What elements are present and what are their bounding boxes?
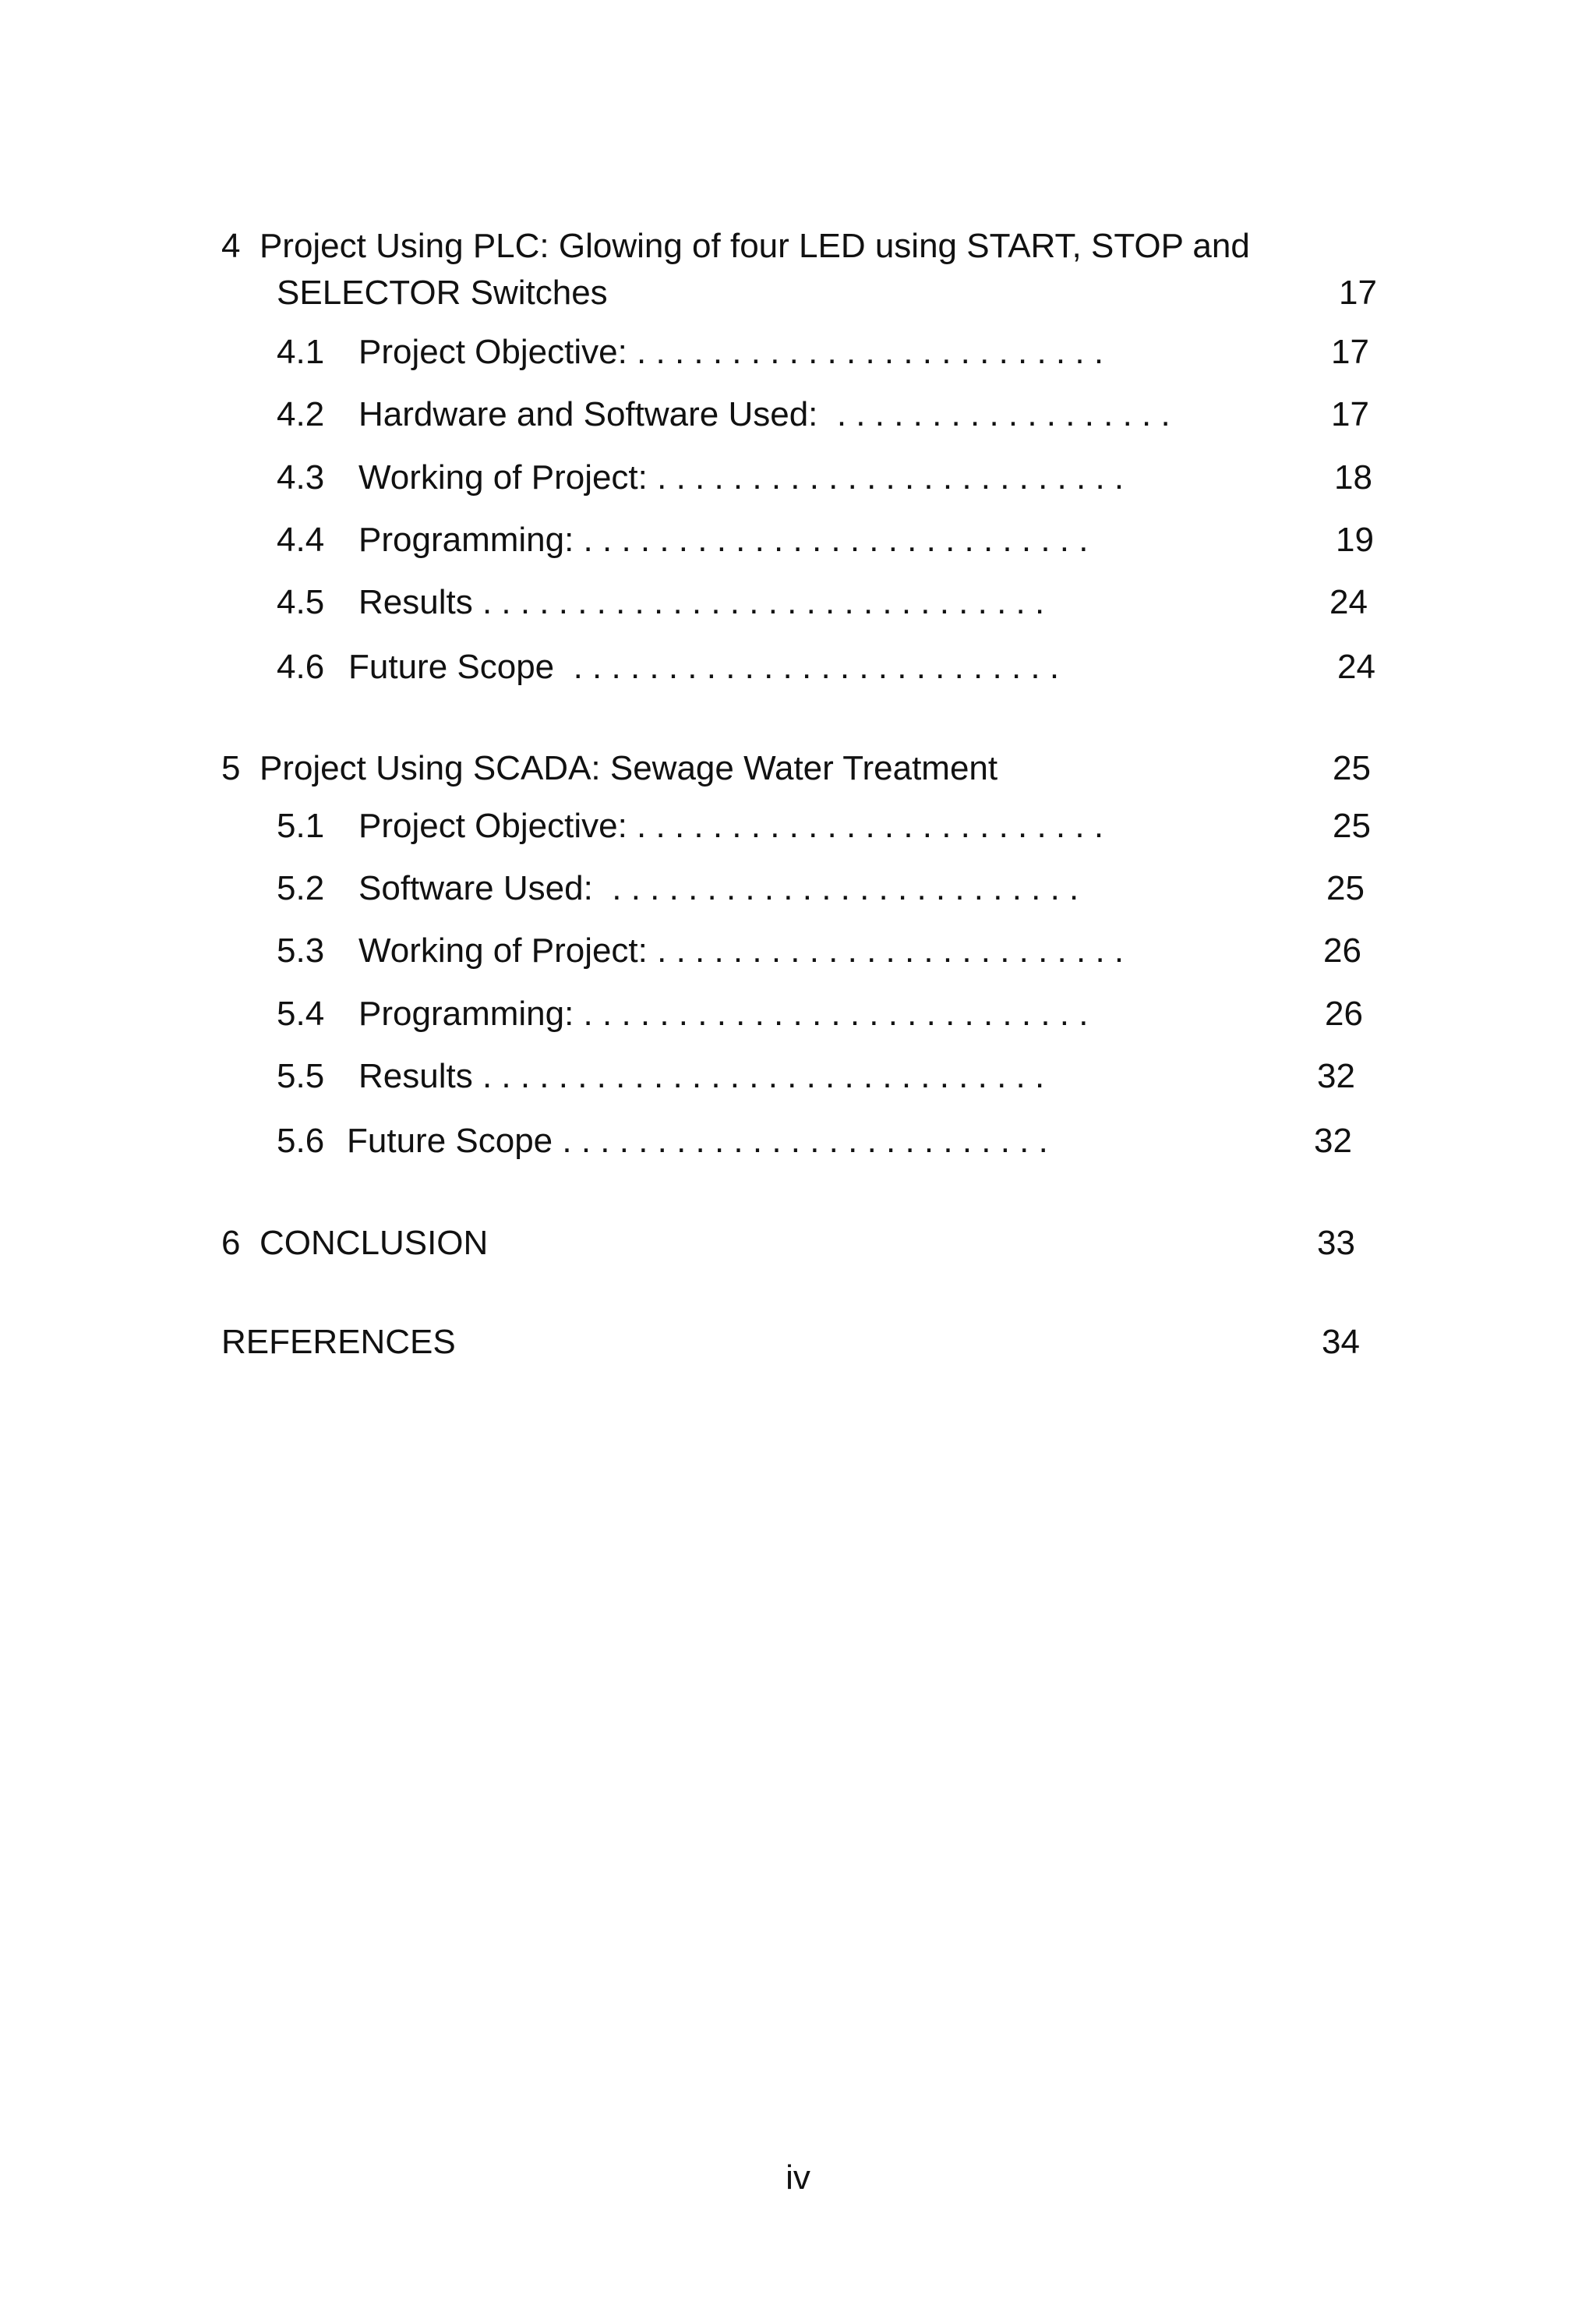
toc-leader-dots: . . . . . . . . . . . . . . . . . . . . . . . . . <box>637 807 1104 845</box>
toc-leader-dots: . . . . . . . . . . . . . . . . . . . . . . . . . . . <box>583 521 1089 559</box>
toc-page-number: 24 <box>1329 583 1368 621</box>
toc-chapter-number: 4 <box>221 227 241 265</box>
toc-section-5-3[interactable] <box>277 934 1124 968</box>
toc-chapter-4-line1[interactable] <box>221 229 1250 263</box>
toc-section-title: Programming: <box>358 521 574 559</box>
toc-page-number: 25 <box>1333 807 1371 845</box>
toc-references-title: REFERENCES <box>221 1323 456 1361</box>
toc-leader-dots: . . . . . . . . . . . . . . . . . . . . . . . . . . <box>562 1122 1048 1160</box>
toc-section-title: Working of Project: <box>358 932 648 970</box>
toc-page-number: 18 <box>1334 458 1372 497</box>
toc-chapter-4-line2[interactable] <box>277 276 608 310</box>
toc-leader-dots: . . . . . . . . . . . . . . . . . . . . . . . . . . . . . . <box>482 583 1045 621</box>
toc-section-number: 4.1 <box>277 333 325 371</box>
toc-section-5-6[interactable] <box>277 1124 1048 1158</box>
footer-page-number: iv <box>786 2158 810 2197</box>
toc-page-number: 17 <box>1339 274 1377 312</box>
toc-page-number: 17 <box>1331 333 1369 371</box>
toc-section-number: 4.6 <box>277 648 325 686</box>
toc-chapter-title: Project Using SCADA: Sewage Water Treatment <box>259 749 998 787</box>
toc-page-number: 24 <box>1337 648 1375 686</box>
toc-section-title: Future Scope <box>348 648 555 686</box>
toc-leader-dots: . . . . . . . . . . . . . . . . . . . . . . . . . <box>657 458 1125 497</box>
toc-section-number: 5.3 <box>277 932 325 970</box>
toc-section-title: Future Scope <box>347 1122 553 1160</box>
toc-leader-dots: . . . . . . . . . . . . . . . . . . . . . . . . . . . <box>583 995 1089 1033</box>
toc-section-5-5[interactable] <box>277 1059 1044 1094</box>
toc-page-number: 25 <box>1333 749 1371 787</box>
toc-section-number: 5.5 <box>277 1057 325 1095</box>
toc-section-5-2[interactable] <box>277 871 1079 906</box>
toc-section-5-1[interactable] <box>277 809 1103 843</box>
toc-section-title: Hardware and Software Used: <box>358 395 818 433</box>
toc-leader-dots: . . . . . . . . . . . . . . . . . . . . . . . . . <box>657 932 1125 970</box>
toc-section-title: Software Used: <box>358 869 593 907</box>
toc-chapter-title: CONCLUSION <box>259 1224 489 1262</box>
toc-section-number: 4.3 <box>277 458 325 497</box>
toc-chapter-6[interactable] <box>221 1226 488 1260</box>
toc-section-title: Programming: <box>358 995 574 1033</box>
toc-chapter-title: Project Using PLC: Glowing of four LED using START, STOP and <box>259 227 1250 265</box>
toc-page-number: 26 <box>1323 932 1361 970</box>
toc-page-number: 32 <box>1317 1057 1355 1095</box>
toc-page-number: 26 <box>1325 995 1363 1033</box>
toc-leader-dots: . . . . . . . . . . . . . . . . . . <box>836 395 1171 433</box>
toc-section-number: 4.4 <box>277 521 325 559</box>
toc-section-5-4[interactable] <box>277 997 1088 1031</box>
toc-section-number: 4.2 <box>277 395 325 433</box>
toc-page-number: 19 <box>1336 521 1374 559</box>
toc-section-4-4[interactable] <box>277 523 1088 557</box>
toc-section-4-3[interactable] <box>277 458 1125 497</box>
toc-chapter-title-cont: SELECTOR Switches <box>277 274 608 312</box>
toc-section-number: 5.6 <box>277 1122 325 1160</box>
toc-page-number: 25 <box>1326 869 1365 907</box>
toc-section-4-1[interactable] <box>277 335 1103 369</box>
toc-chapter-number: 5 <box>221 749 241 787</box>
toc-leader-dots: . . . . . . . . . . . . . . . . . . . . . . . . . . . . . . <box>482 1057 1045 1095</box>
toc-section-title: Project Objective: <box>358 333 627 371</box>
toc-leader-dots: . . . . . . . . . . . . . . . . . . . . . . . . . <box>637 333 1104 371</box>
toc-page-number: 34 <box>1322 1323 1360 1361</box>
toc-page-number: 17 <box>1331 395 1369 433</box>
toc-section-title: Results <box>358 1057 473 1095</box>
toc-chapter-number: 6 <box>221 1224 241 1262</box>
toc-section-number: 5.4 <box>277 995 325 1033</box>
toc-section-title: Results <box>358 583 473 621</box>
toc-section-4-6[interactable] <box>277 650 1059 684</box>
toc-section-title: Working of Project: <box>358 458 648 497</box>
toc-section-title: Project Objective: <box>358 807 627 845</box>
toc-leader-dots: . . . . . . . . . . . . . . . . . . . . . . . . . . <box>573 648 1060 686</box>
toc-section-4-5[interactable] <box>277 585 1044 620</box>
toc-page-number: 32 <box>1314 1122 1352 1160</box>
toc-section-number: 5.2 <box>277 869 325 907</box>
toc-section-number: 5.1 <box>277 807 325 845</box>
toc-references[interactable] <box>221 1325 456 1359</box>
toc-chapter-5[interactable] <box>221 751 998 786</box>
toc-section-4-2[interactable] <box>277 395 1171 433</box>
toc-leader-dots: . . . . . . . . . . . . . . . . . . . . . . . . . <box>612 869 1079 907</box>
toc-section-number: 4.5 <box>277 583 325 621</box>
toc-page-number: 33 <box>1317 1224 1355 1262</box>
